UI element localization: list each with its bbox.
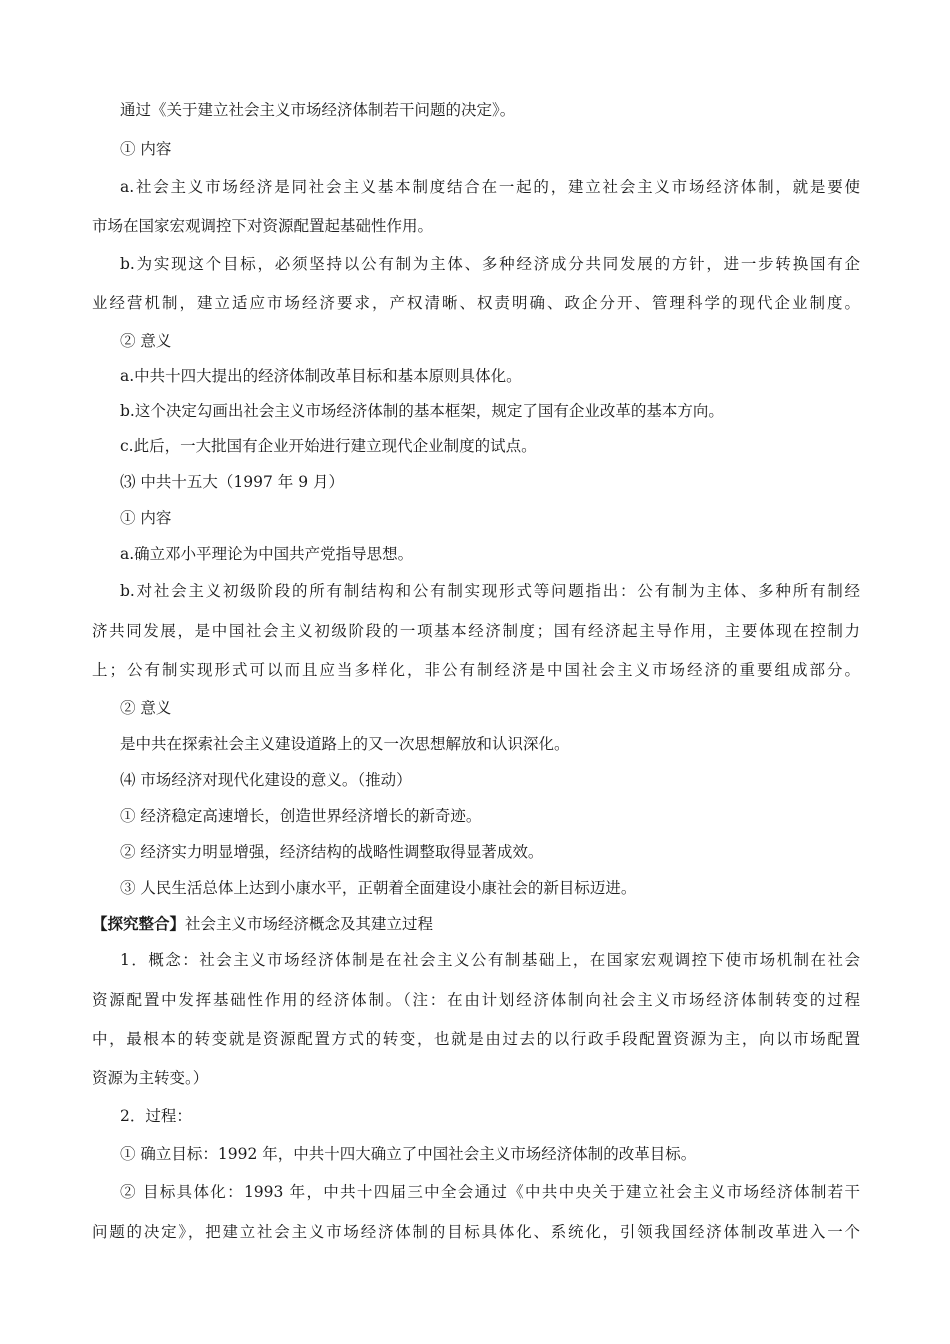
- section-heading-explore: [92, 913, 433, 935]
- process-step-1: ① 确立目标：1992 年，中共十四大确立了中国社会主义市场经济体制的改革目标。: [120, 1145, 697, 1163]
- paragraph-15-sig: 是中共在探索社会主义建设道路上的又一次思想解放和认识深化。: [120, 735, 570, 753]
- subheading-significance: ② 意义: [120, 332, 172, 350]
- paragraph-sig-b: b.这个决定勾画出社会主义市场经济体制的基本框架，规定了国有企业改革的基本方向。: [120, 402, 724, 420]
- paragraph-sig-a: a.中共十四大提出的经济体制改革目标和基本原则具体化。: [120, 367, 522, 385]
- subheading-significance-2: ② 意义: [120, 699, 172, 717]
- subheading-content: ① 内容: [120, 140, 172, 158]
- list-item-2: ② 经济实力明显增强，经济结构的战略性调整取得显著成效。: [120, 843, 544, 861]
- paragraph-b-line1: b.为实现这个目标，必须坚持以公有制为主体、多种经济成分共同发展的方针，进一步转换国有企: [120, 255, 860, 273]
- paragraph-concept-line4: 资源为主转变。）: [92, 1069, 209, 1087]
- paragraph-concept-line3: 中，最根本的转变就是资源配置方式的转变，也就是由过去的以行政手段配置资源为主，向以市场配置: [92, 1030, 860, 1048]
- heading-15th-congress: ⑶ 中共十五大（1997 年 9 月）: [120, 473, 345, 491]
- paragraph-15-b-line1: b.对社会主义初级阶段的所有制结构和公有制实现形式等问题指出：公有制为主体、多种所有制经: [120, 582, 860, 600]
- paragraph-concept-line2: 资源配置中发挥基础性作用的经济体制。（注：在由计划经济体制向社会主义市场经济体制转变的过程: [92, 991, 860, 1009]
- paragraph-15-b-line2: 济共同发展，是中国社会主义初级阶段的一项基本经济制度；国有经济起主导作用，主要体现在控制力: [92, 622, 860, 640]
- list-item-3: ③ 人民生活总体上达到小康水平，正朝着全面建设小康社会的新目标迈进。: [120, 879, 637, 897]
- section-title: 社会主义市场经济概念及其建立过程: [185, 915, 434, 933]
- paragraph-15-b-line3: 上；公有制实现形式可以而且应当多样化，非公有制经济是中国社会主义市场经济的重要组成部分。: [92, 661, 860, 679]
- paragraph-15-a: a.确立邓小平理论为中国共产党指导思想。: [120, 545, 414, 563]
- subheading-content-2: ① 内容: [120, 509, 172, 527]
- list-item-1: ① 经济稳定高速增长，创造世界经济增长的新奇迹。: [120, 807, 482, 825]
- paragraph-concept-line1: 1．概念：社会主义市场经济体制是在社会主义公有制基础上，在国家宏观调控下使市场机制在社会: [120, 951, 860, 969]
- paragraph-b-line2: 业经营机制，建立适应市场经济要求，产权清晰、权责明确、政企分开、管理科学的现代企业制度。: [92, 294, 860, 312]
- paragraph-decision-title: 通过《关于建立社会主义市场经济体制若干问题的决定》。: [120, 101, 516, 119]
- heading-process: 2．过程：: [120, 1107, 192, 1125]
- process-step-2-line1: ② 目标具体化：1993 年，中共十四届三中全会通过《中共中央关于建立社会主义市场经济体制若干: [120, 1183, 860, 1201]
- heading-market-economy-significance: ⑷ 市场经济对现代化建设的意义。（推动）: [120, 771, 412, 789]
- paragraph-a-line2: 市场在国家宏观调控下对资源配置起基础性作用。: [92, 217, 434, 235]
- process-step-2-line2: 问题的决定》，把建立社会主义市场经济体制的目标具体化、系统化，引领我国经济体制改革进入一个: [92, 1223, 860, 1241]
- section-marker: 【探究整合】: [92, 915, 186, 933]
- paragraph-a-line1: a.社会主义市场经济是同社会主义基本制度结合在一起的，建立社会主义市场经济体制，就是要使: [120, 178, 860, 196]
- paragraph-sig-c: c.此后，一大批国有企业开始进行建立现代企业制度的试点。: [120, 437, 537, 455]
